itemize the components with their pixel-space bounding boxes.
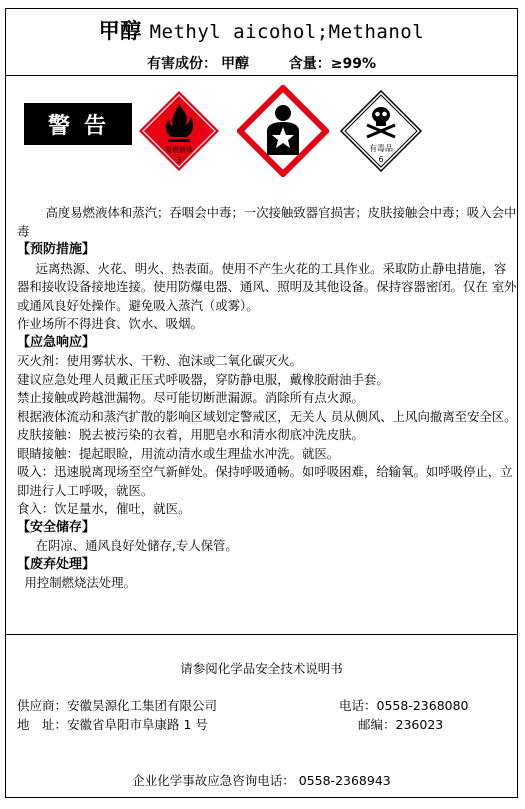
product-title (6, 15, 517, 45)
emergency-phone: 0558-2368943 (298, 773, 391, 788)
phone-label: 电话： (339, 698, 377, 713)
address-label: 地 址： (17, 717, 68, 732)
emergency-label: 企业化学事故应急咨询电话： (132, 773, 295, 788)
postcode-label: 邮编： (358, 717, 396, 732)
response-text: 皮肤接触：脱去被污染的衣着，用肥皂水和清水彻底冲洗皮肤。 (17, 427, 364, 442)
toxic-skull-icon (340, 90, 422, 172)
response-text: 建议应急处理人员戴正压式呼吸器，穿防静电服，戴橡胶耐油手套。 (17, 371, 389, 387)
postcode-value: 236023 (395, 717, 444, 732)
supplier-line (17, 696, 217, 714)
storage-text: 在阴凉、通风良好处储存,专人保管。 (35, 538, 238, 553)
response-text: 根据液体流动和蒸汽扩散的影响区域划定警戒区，无关人 员从侧风、上风向撤离至安全区。 (17, 408, 517, 424)
disposal-text: 用控制燃烧法处理。 (24, 575, 136, 590)
response-text: 食入：饮足量水，催吐，就医。 (17, 501, 191, 516)
content-value: ≥99% (330, 56, 376, 72)
prevention-text: 远离热源、火花、明火、热表面。使用不产生火花的工具作业。采取防止静电措施，容器和接收设备接地连接。使用防爆电器、通风、照明及其他设备。保持容器密闭。仅在 室外或通风良好处操作。避免吸入蒸汽（或雾）。 (17, 260, 517, 313)
title-chinese: 甲醇 (98, 19, 142, 43)
pictogram-class: 6 (378, 155, 384, 164)
phone-number: 0558-2368080 (376, 698, 469, 713)
flammable-liquid-icon (138, 90, 220, 172)
title-english: Methyl aicohol;Methanol (149, 21, 425, 43)
storage-heading: 【安全储存】 (17, 519, 96, 535)
postcode-line (358, 715, 443, 733)
emergency-line (6, 771, 517, 789)
address-value: 安徽省阜阳市阜康路 1 号 (67, 717, 208, 732)
prevention-heading: 【预防措施】 (17, 242, 96, 257)
hazard-statement: 高度易燃液体和蒸汽；吞咽会中毒；一次接触致器官损害；皮肤接触会中毒；吸入会中毒 (17, 205, 517, 239)
pictogram-caption: 易燃液体 (165, 146, 193, 154)
supplier-label: 供应商： (17, 698, 68, 713)
response-text: 禁止接触或跨越泄漏物。尽可能切断泄漏源。消除所有点火源。 (17, 390, 364, 405)
header-divider (6, 75, 517, 76)
reference-note: 请参阅化学品安全技术说明书 (180, 661, 343, 676)
address-line (17, 715, 208, 733)
component-value: 甲醇 (221, 56, 249, 72)
response-text: 灭火剂：使用雾状水、干粉、泡沫或二氧化碳灭火。 (17, 353, 302, 368)
content-label: 含量： (288, 56, 331, 72)
pictogram-class: 3 (176, 156, 182, 165)
prevention-text: 作业场所不得进食、饮水、吸烟。 (17, 316, 203, 331)
response-heading: 【应急响应】 (17, 334, 96, 350)
component-label: 有害成份： (147, 56, 217, 72)
footer-divider (6, 634, 517, 635)
supplier-name: 安徽昊源化工集团有限公司 (67, 698, 218, 713)
signal-word: 警告 (24, 103, 132, 145)
phone-line (339, 696, 469, 714)
response-text: 吸入：迅速脱离现场至空气新鲜处。保持呼吸通畅。如呼吸困难，给输氧。如呼吸停止，立即进行人工呼吸，就医。 (17, 464, 513, 498)
pictogram-caption: 有毒品 (369, 144, 393, 153)
component-line (6, 53, 517, 73)
disposal-heading: 【废弃处理】 (17, 556, 96, 572)
health-hazard-icon (237, 85, 329, 177)
label-body (17, 204, 517, 593)
label-frame (5, 8, 518, 798)
response-text: 眼睛接触：提起眼睑，用流动清水或生理盐水冲洗。就医。 (17, 445, 340, 461)
